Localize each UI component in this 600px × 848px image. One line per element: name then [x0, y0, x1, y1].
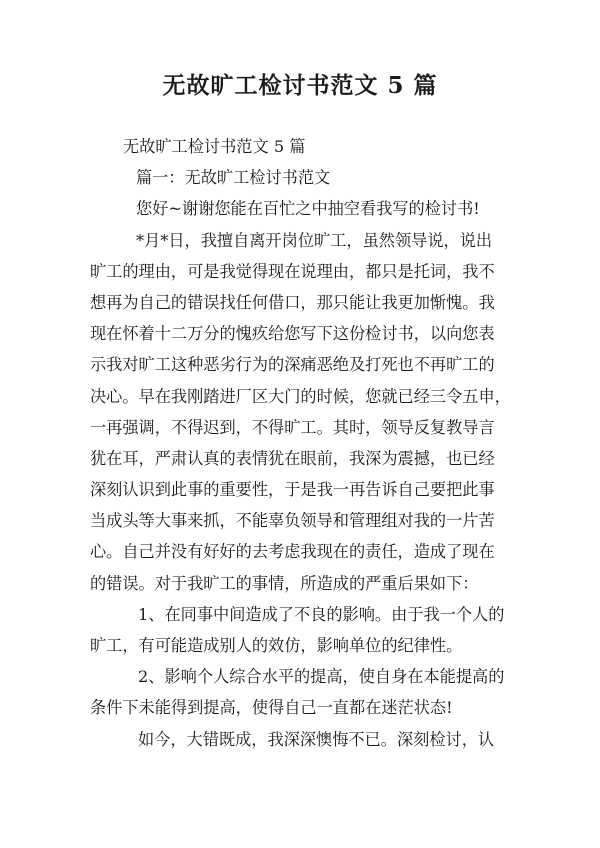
paragraph-line: 现在怀着十二万分的愧疚给您写下这份检讨书，以向您表 — [90, 324, 495, 344]
document-body — [90, 131, 511, 755]
paragraph-line: 如今，大错既成，我深深懊悔不已。深刻检讨，认 — [138, 729, 495, 749]
paragraph-line: 心。自己并没有好好的去考虑我现在的责任，造成了现在 — [90, 542, 495, 562]
section-heading: 篇一：无故旷工检讨书范文 — [136, 168, 331, 188]
paragraph-line: 一再强调，不得迟到，不得旷工。其时，领导反复教导言 — [90, 417, 495, 437]
list-item-line: 2、影响个人综合水平的提高，使自身在本能提高的 — [138, 667, 505, 687]
list-item-line: 条件下未能得到提高，使得自己一直都在迷茫状态! — [90, 698, 453, 718]
paragraph-line: 深刻认识到此事的重要性，于是我一再告诉自己要把此事 — [90, 480, 495, 500]
paragraph-line: 想再为自己的错误找任何借口，那只能让我更加惭愧。我 — [90, 292, 495, 312]
paragraph-line: 示我对旷工这种恶劣行为的深痛恶绝及打死也不再旷工的 — [90, 355, 495, 375]
greeting-line: 您好~谢谢您能在百忙之中抽空看我写的检讨书! — [136, 199, 480, 219]
paragraph-line: 当成头等大事来抓，不能辜负领导和管理组对我的一片苦 — [90, 511, 495, 531]
list-item-line: 旷工，有可能造成别人的效仿，影响单位的纪律性。 — [90, 636, 463, 655]
subtitle-line: 无故旷工检讨书范文 5 篇 — [123, 137, 306, 156]
paragraph-line: 的错误。对于我旷工的事情，所造成的严重后果如下： — [90, 573, 479, 593]
paragraph-line: 旷工的理由，可是我觉得现在说理由，都只是托词，我不 — [90, 261, 495, 281]
paragraph-line: 决心。早在我刚踏进厂区大门的时候，您就已经三令五申， — [90, 386, 511, 406]
paragraph-line: 犹在耳，严肃认真的表情犹在眼前，我深为震撼，也已经 — [90, 448, 495, 468]
paragraph-line: *月*日，我擅自离开岗位旷工，虽然领导说，说出 — [136, 230, 493, 250]
document-title: 无故旷工检讨书范文 5 篇 — [162, 72, 438, 99]
list-item-line: 1、在同事中间造成了不良的影响。由于我一个人的 — [138, 604, 505, 624]
